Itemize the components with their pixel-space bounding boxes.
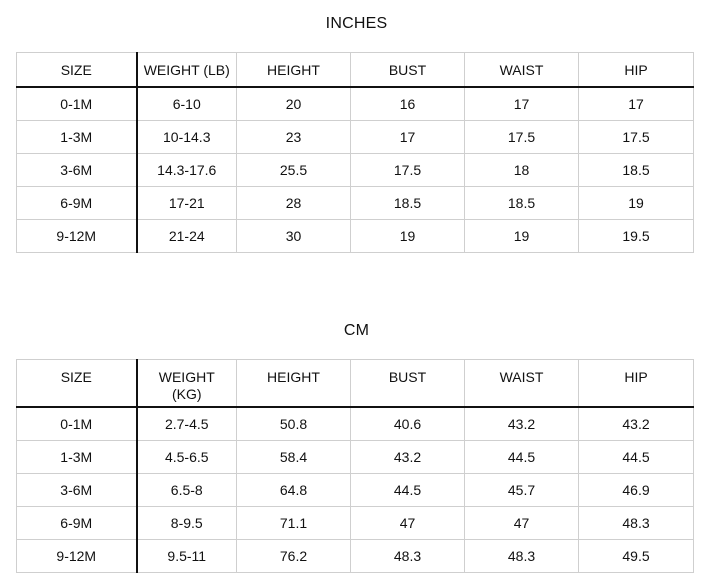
weight-cell: 2.7-4.5 — [137, 407, 237, 441]
waist-cell: 17 — [465, 87, 579, 121]
waist-cell: 45.7 — [465, 473, 579, 506]
height-cell: 58.4 — [237, 440, 351, 473]
bust-cell: 16 — [351, 87, 465, 121]
table-row — [17, 220, 694, 253]
bust-cell: 48.3 — [351, 539, 465, 572]
column-header-bust: BUST — [351, 53, 465, 88]
size-cell: 1-3M — [17, 440, 137, 473]
size-cell: 9-12M — [17, 539, 137, 572]
table-row — [17, 473, 694, 506]
waist-cell: 47 — [465, 506, 579, 539]
hip-cell: 19.5 — [579, 220, 694, 253]
table-row — [17, 506, 694, 539]
size-cell: 3-6M — [17, 473, 137, 506]
table-row — [17, 121, 694, 154]
column-header-size: SIZE — [17, 53, 137, 88]
weight-cell: 21-24 — [137, 220, 237, 253]
weight-cell: 17-21 — [137, 187, 237, 220]
hip-cell: 17 — [579, 87, 694, 121]
height-cell: 23 — [237, 121, 351, 154]
bust-cell: 18.5 — [351, 187, 465, 220]
weight-header-label: WEIGHT — [158, 369, 215, 385]
column-header-weight: WEIGHT (LB) — [137, 53, 237, 88]
column-header-bust: BUST — [351, 360, 465, 407]
waist-cell: 18.5 — [465, 187, 579, 220]
inches-size-table — [16, 52, 694, 253]
table-row — [17, 187, 694, 220]
table-row — [17, 87, 694, 121]
weight-cell: 4.5-6.5 — [137, 440, 237, 473]
table-row — [17, 154, 694, 187]
cm-size-table — [16, 359, 694, 573]
column-header-hip: HIP — [579, 360, 694, 407]
hip-cell: 18.5 — [579, 154, 694, 187]
column-header-size: SIZE — [17, 360, 137, 407]
height-cell: 76.2 — [237, 539, 351, 572]
weight-cell: 9.5-11 — [137, 539, 237, 572]
bust-cell: 17.5 — [351, 154, 465, 187]
column-header-weight — [137, 360, 237, 407]
hip-cell: 19 — [579, 187, 694, 220]
bust-cell: 47 — [351, 506, 465, 539]
weight-cell: 6-10 — [137, 87, 237, 121]
bust-cell: 19 — [351, 220, 465, 253]
hip-cell: 46.9 — [579, 473, 694, 506]
hip-cell: 44.5 — [579, 440, 694, 473]
bust-cell: 44.5 — [351, 473, 465, 506]
weight-cell: 10-14.3 — [137, 121, 237, 154]
height-cell: 64.8 — [237, 473, 351, 506]
hip-cell: 49.5 — [579, 539, 694, 572]
bust-cell: 17 — [351, 121, 465, 154]
bust-cell: 40.6 — [351, 407, 465, 441]
hip-cell: 48.3 — [579, 506, 694, 539]
weight-cell: 8-9.5 — [137, 506, 237, 539]
column-header-height: HEIGHT — [237, 53, 351, 88]
size-cell: 1-3M — [17, 121, 137, 154]
table-row — [17, 440, 694, 473]
table-row — [17, 539, 694, 572]
inches-section-title: INCHES — [325, 15, 388, 32]
weight-cell: 6.5-8 — [137, 473, 237, 506]
height-cell: 25.5 — [237, 154, 351, 187]
height-cell: 50.8 — [237, 407, 351, 441]
height-cell: 20 — [237, 87, 351, 121]
size-cell: 3-6M — [17, 154, 137, 187]
column-header-hip: HIP — [579, 53, 694, 88]
waist-cell: 43.2 — [465, 407, 579, 441]
height-cell: 30 — [237, 220, 351, 253]
waist-cell: 18 — [465, 154, 579, 187]
weight-unit-label: (KG) — [171, 386, 202, 402]
size-cell: 0-1M — [17, 407, 137, 441]
column-header-waist: WAIST — [465, 53, 579, 88]
height-cell: 28 — [237, 187, 351, 220]
size-cell: 9-12M — [17, 220, 137, 253]
table-header-row — [17, 53, 694, 88]
waist-cell: 19 — [465, 220, 579, 253]
size-cell: 6-9M — [17, 506, 137, 539]
waist-cell: 44.5 — [465, 440, 579, 473]
table-header-row — [17, 360, 694, 407]
column-header-height: HEIGHT — [237, 360, 351, 407]
column-header-waist: WAIST — [465, 360, 579, 407]
hip-cell: 17.5 — [579, 121, 694, 154]
height-cell: 71.1 — [237, 506, 351, 539]
weight-cell: 14.3-17.6 — [137, 154, 237, 187]
table-row — [17, 407, 694, 441]
waist-cell: 17.5 — [465, 121, 579, 154]
bust-cell: 43.2 — [351, 440, 465, 473]
waist-cell: 48.3 — [465, 539, 579, 572]
size-cell: 0-1M — [17, 87, 137, 121]
size-cell: 6-9M — [17, 187, 137, 220]
cm-section-title: CM — [343, 322, 370, 339]
hip-cell: 43.2 — [579, 407, 694, 441]
